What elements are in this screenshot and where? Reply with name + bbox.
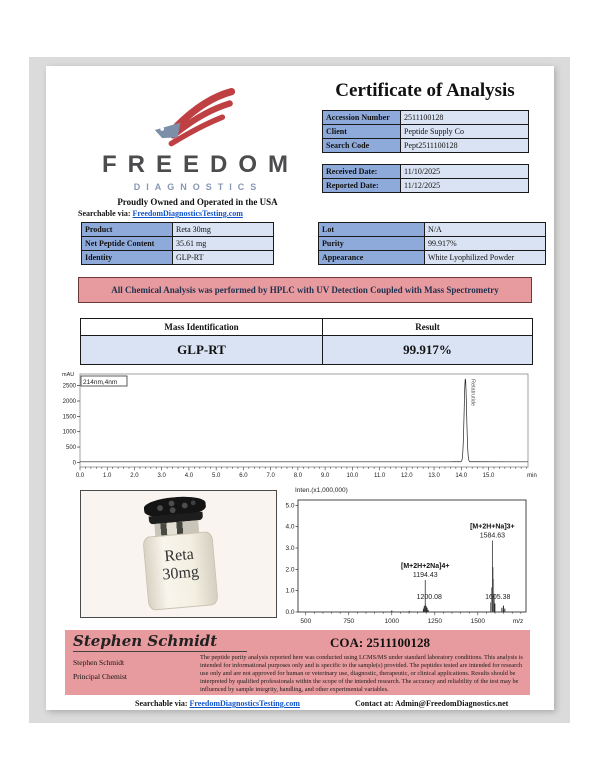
method-banner: All Chemical Analysis was performed by HPLC with UV Detection Coupled with Mass Spectrometry [78, 277, 532, 303]
footer-searchable-link[interactable]: FreedomDiagnosticsTesting.com [189, 699, 300, 708]
x-tick-label: 3.0 [157, 473, 166, 479]
footer-searchable-line [135, 699, 300, 708]
x-tick-label: 15.0 [482, 473, 495, 479]
x-tick-label: 2.0 [130, 473, 139, 479]
table-row: Purity 99.917% [319, 237, 546, 251]
table-row: Client Peptide Supply Co [323, 125, 529, 139]
spectrum-title: Inten.(x1,000,000) [295, 487, 348, 494]
chemist-name: Stephen Schmidt [73, 658, 125, 667]
x-tick-label: 12.0 [400, 473, 413, 479]
table-row: Lot N/A [319, 223, 546, 237]
disclaimer-text: The peptide purity analysis reported here was conducted using LCMS/MS under standard laboratory conditions. This analysis is intended for informational purposes only and is specific to the sample(s) provided. The peptides tested are intended for research use only and are not approved for human or veterinary use, diagnostic, therapeutic, or clinical applications. Results should be interpreted by qualified professionals within the scope of the intended research. The accuracy and reliability of the test may be influenced by sample integrity, handling, and other experimental variables. [200, 654, 523, 693]
page-title: Certificate of Analysis [335, 80, 515, 101]
x-tick-label: 8.0 [293, 473, 303, 479]
header-searchable-link[interactable]: FreedomDiagnosticsTesting.com [132, 209, 243, 218]
usa-tagline: Proudly Owned and Operated in the USA [117, 197, 278, 207]
peak-annotation: 1200.08 [416, 593, 442, 601]
chromatogram-plot-area [80, 374, 528, 467]
y-tick-label: 500 [65, 445, 76, 452]
vial-label-line2: 30mg [161, 563, 200, 584]
accession-info-table [322, 110, 529, 153]
header-searchable-line [78, 209, 243, 218]
y-tick-label: 0 [72, 460, 76, 467]
x-tick-label: 1500 [470, 618, 486, 625]
signature-block [65, 630, 530, 695]
table-row: Reported Date: 11/12/2025 [323, 179, 529, 193]
footer-searchable-label: Searchable via: [135, 699, 188, 708]
eagle-logo-icon [149, 88, 241, 150]
x-tick-label: 1000 [384, 618, 400, 625]
mass-identification-table [80, 318, 533, 365]
y-tick-label: 0.0 [285, 609, 295, 616]
detector-label: 214nm,4nm [83, 379, 118, 386]
x-tick-label: 11.0 [373, 473, 386, 479]
peak-adduct-label: [M+2H+2Na]4+ [401, 563, 450, 570]
x-tick-label: 4.0 [184, 473, 194, 479]
coa-number: COA: 2511100128 [329, 635, 431, 650]
product-vial-photo [80, 490, 277, 618]
product-table [81, 222, 274, 265]
hplc-chromatogram-chart [55, 369, 545, 481]
x-tick-label: 5.0 [211, 473, 221, 479]
x-tick-label: 9.0 [320, 473, 330, 479]
x-axis-unit: m/z [512, 618, 524, 625]
freedom-diagnostics-logo [95, 88, 299, 192]
vial-label-line1: Reta [163, 545, 195, 566]
x-axis-unit: min [527, 473, 537, 479]
chemist-title: Principal Chemist [73, 672, 127, 681]
x-tick-label: 13.0 [428, 473, 440, 479]
y-tick-label: 2.0 [285, 566, 295, 574]
y-tick-label: 4.0 [285, 523, 295, 531]
table-row: Net Peptide Content 35.61 mg [82, 237, 274, 251]
peak-mz-label: 1584.63 [479, 532, 506, 540]
signature-script: Stephen Schmidt [73, 632, 247, 652]
x-tick-label: 1.0 [103, 473, 112, 479]
y-tick-label: 2000 [62, 399, 76, 406]
dates-table [322, 164, 529, 193]
y-tick-label: 1500 [62, 414, 76, 421]
mass-spectrum-chart [283, 483, 547, 625]
table-row: Received Date: 11/10/2025 [323, 165, 529, 179]
table-row: Appearance White Lyophilized Powder [319, 251, 546, 265]
y-tick-label: 2500 [62, 383, 76, 390]
peak-annotation: Retatrutide [469, 379, 476, 406]
x-tick-label: 0.0 [75, 473, 85, 479]
brand-name: FREEDOM [102, 151, 299, 178]
x-tick-label: 10.0 [346, 473, 359, 479]
x-tick-label: 6.0 [239, 473, 248, 479]
peak-adduct-label: [M+2H+Na]3+ [470, 523, 515, 531]
y-tick-label: 5.0 [285, 502, 295, 510]
table-row: Search Code Pept2511100128 [323, 139, 529, 153]
y-tick-label: 1.0 [285, 587, 295, 595]
lot-table [318, 222, 546, 265]
y-axis-unit: mAU [62, 372, 75, 378]
table-row: Identity GLP-RT [82, 251, 274, 265]
peak-annotation: 1605.38 [485, 593, 511, 601]
vial [138, 494, 220, 614]
brand-subtitle: DIAGNOSTICS [133, 182, 263, 192]
table-row: Accession Number 2511100128 [323, 111, 529, 125]
vial-body [142, 531, 218, 611]
y-tick-label: 1000 [62, 429, 76, 436]
y-tick-label: 3.0 [285, 545, 295, 552]
x-tick-label: 500 [300, 618, 312, 625]
searchable-label: Searchable via: [78, 209, 131, 218]
x-tick-label: 750 [343, 618, 355, 625]
peak-mz-label: 1194.43 [412, 572, 438, 579]
table-row: GLP-RT 99.917% [81, 336, 533, 365]
x-tick-label: 1250 [427, 618, 443, 625]
x-tick-label: 14.0 [455, 473, 468, 479]
x-tick-label: 7.0 [266, 473, 275, 479]
footer-contact: Contact at: Admin@FreedomDiagnostics.net [355, 699, 509, 708]
table-header-row: Mass Identification Result [81, 319, 533, 336]
table-row: Product Reta 30mg [82, 223, 274, 237]
